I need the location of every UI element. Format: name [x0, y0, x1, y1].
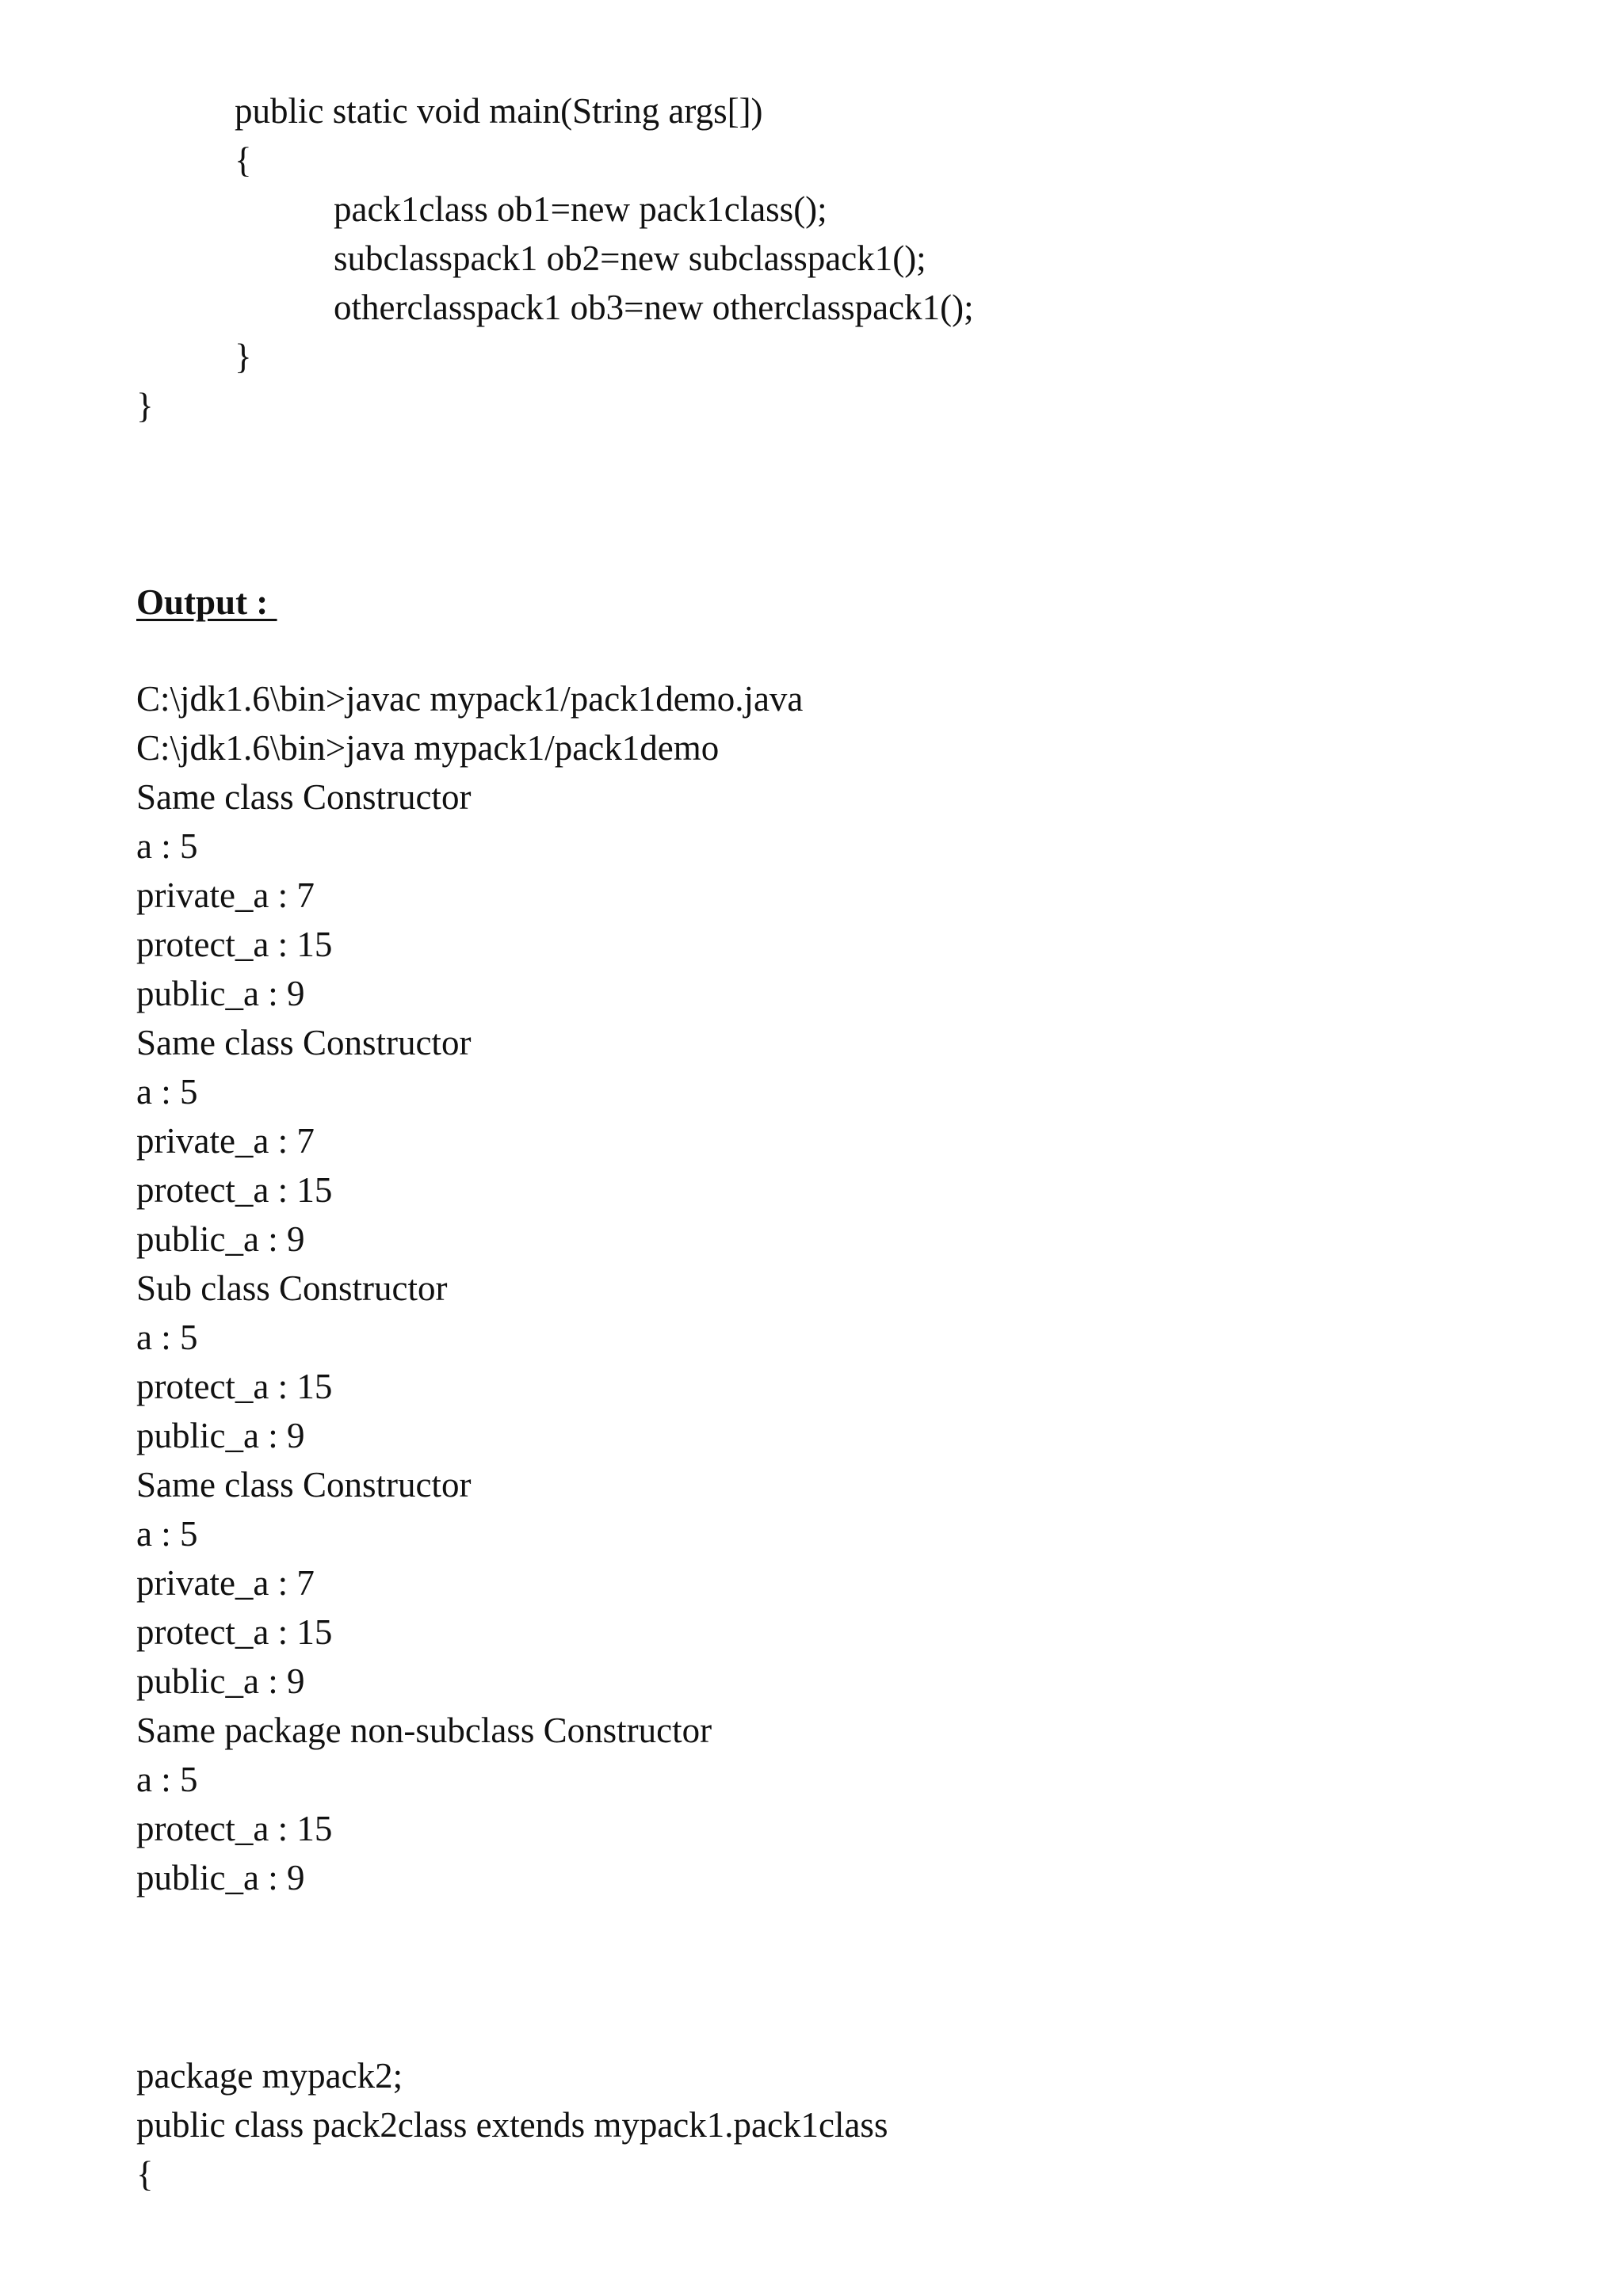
output-line: Same class Constructor — [136, 1023, 472, 1062]
output-line: a : 5 — [136, 1318, 198, 1357]
output-line: Sub class Constructor — [136, 1268, 448, 1308]
output-line: a : 5 — [136, 1514, 198, 1554]
method-open-brace: { — [235, 140, 252, 180]
class-open-brace: { — [136, 2154, 154, 2194]
output-line: public_a : 9 — [136, 1416, 305, 1455]
output-line: private_a : 7 — [136, 1121, 315, 1161]
output-line: Same package non-subclass Constructor — [136, 1711, 712, 1750]
main-method-signature: public static void main(String args[]) — [235, 91, 763, 131]
output-line: a : 5 — [136, 1760, 198, 1799]
output-line: protect_a : 15 — [136, 925, 333, 964]
package-declaration: package mypack2; — [136, 2056, 403, 2096]
output-line: public_a : 9 — [136, 1661, 305, 1701]
code-statement-3: otherclasspack1 ob3=new otherclasspack1(); — [334, 288, 974, 327]
output-line: public_a : 9 — [136, 1858, 305, 1897]
code-statement-1: pack1class ob1=new pack1class(); — [334, 189, 827, 229]
method-close-brace: } — [235, 337, 252, 376]
output-line: a : 5 — [136, 826, 198, 866]
class-declaration: public class pack2class extends mypack1.pack1class — [136, 2105, 888, 2145]
output-line: public_a : 9 — [136, 1219, 305, 1259]
output-line: Same class Constructor — [136, 777, 472, 817]
output-line: public_a : 9 — [136, 974, 305, 1013]
output-line: a : 5 — [136, 1072, 198, 1112]
output-line: private_a : 7 — [136, 875, 315, 915]
output-line: private_a : 7 — [136, 1563, 315, 1603]
output-line: protect_a : 15 — [136, 1367, 333, 1406]
class-close-brace: } — [136, 386, 154, 425]
code-statement-2: subclasspack1 ob2=new subclasspack1(); — [334, 238, 926, 278]
output-line: protect_a : 15 — [136, 1809, 333, 1848]
output-heading: Output : — [136, 582, 277, 622]
output-line: C:\jdk1.6\bin>javac mypack1/pack1demo.java — [136, 679, 804, 719]
output-line: C:\jdk1.6\bin>java mypack1/pack1demo — [136, 728, 720, 768]
output-line: protect_a : 15 — [136, 1170, 333, 1210]
output-line: Same class Constructor — [136, 1465, 472, 1505]
output-line: protect_a : 15 — [136, 1612, 333, 1652]
